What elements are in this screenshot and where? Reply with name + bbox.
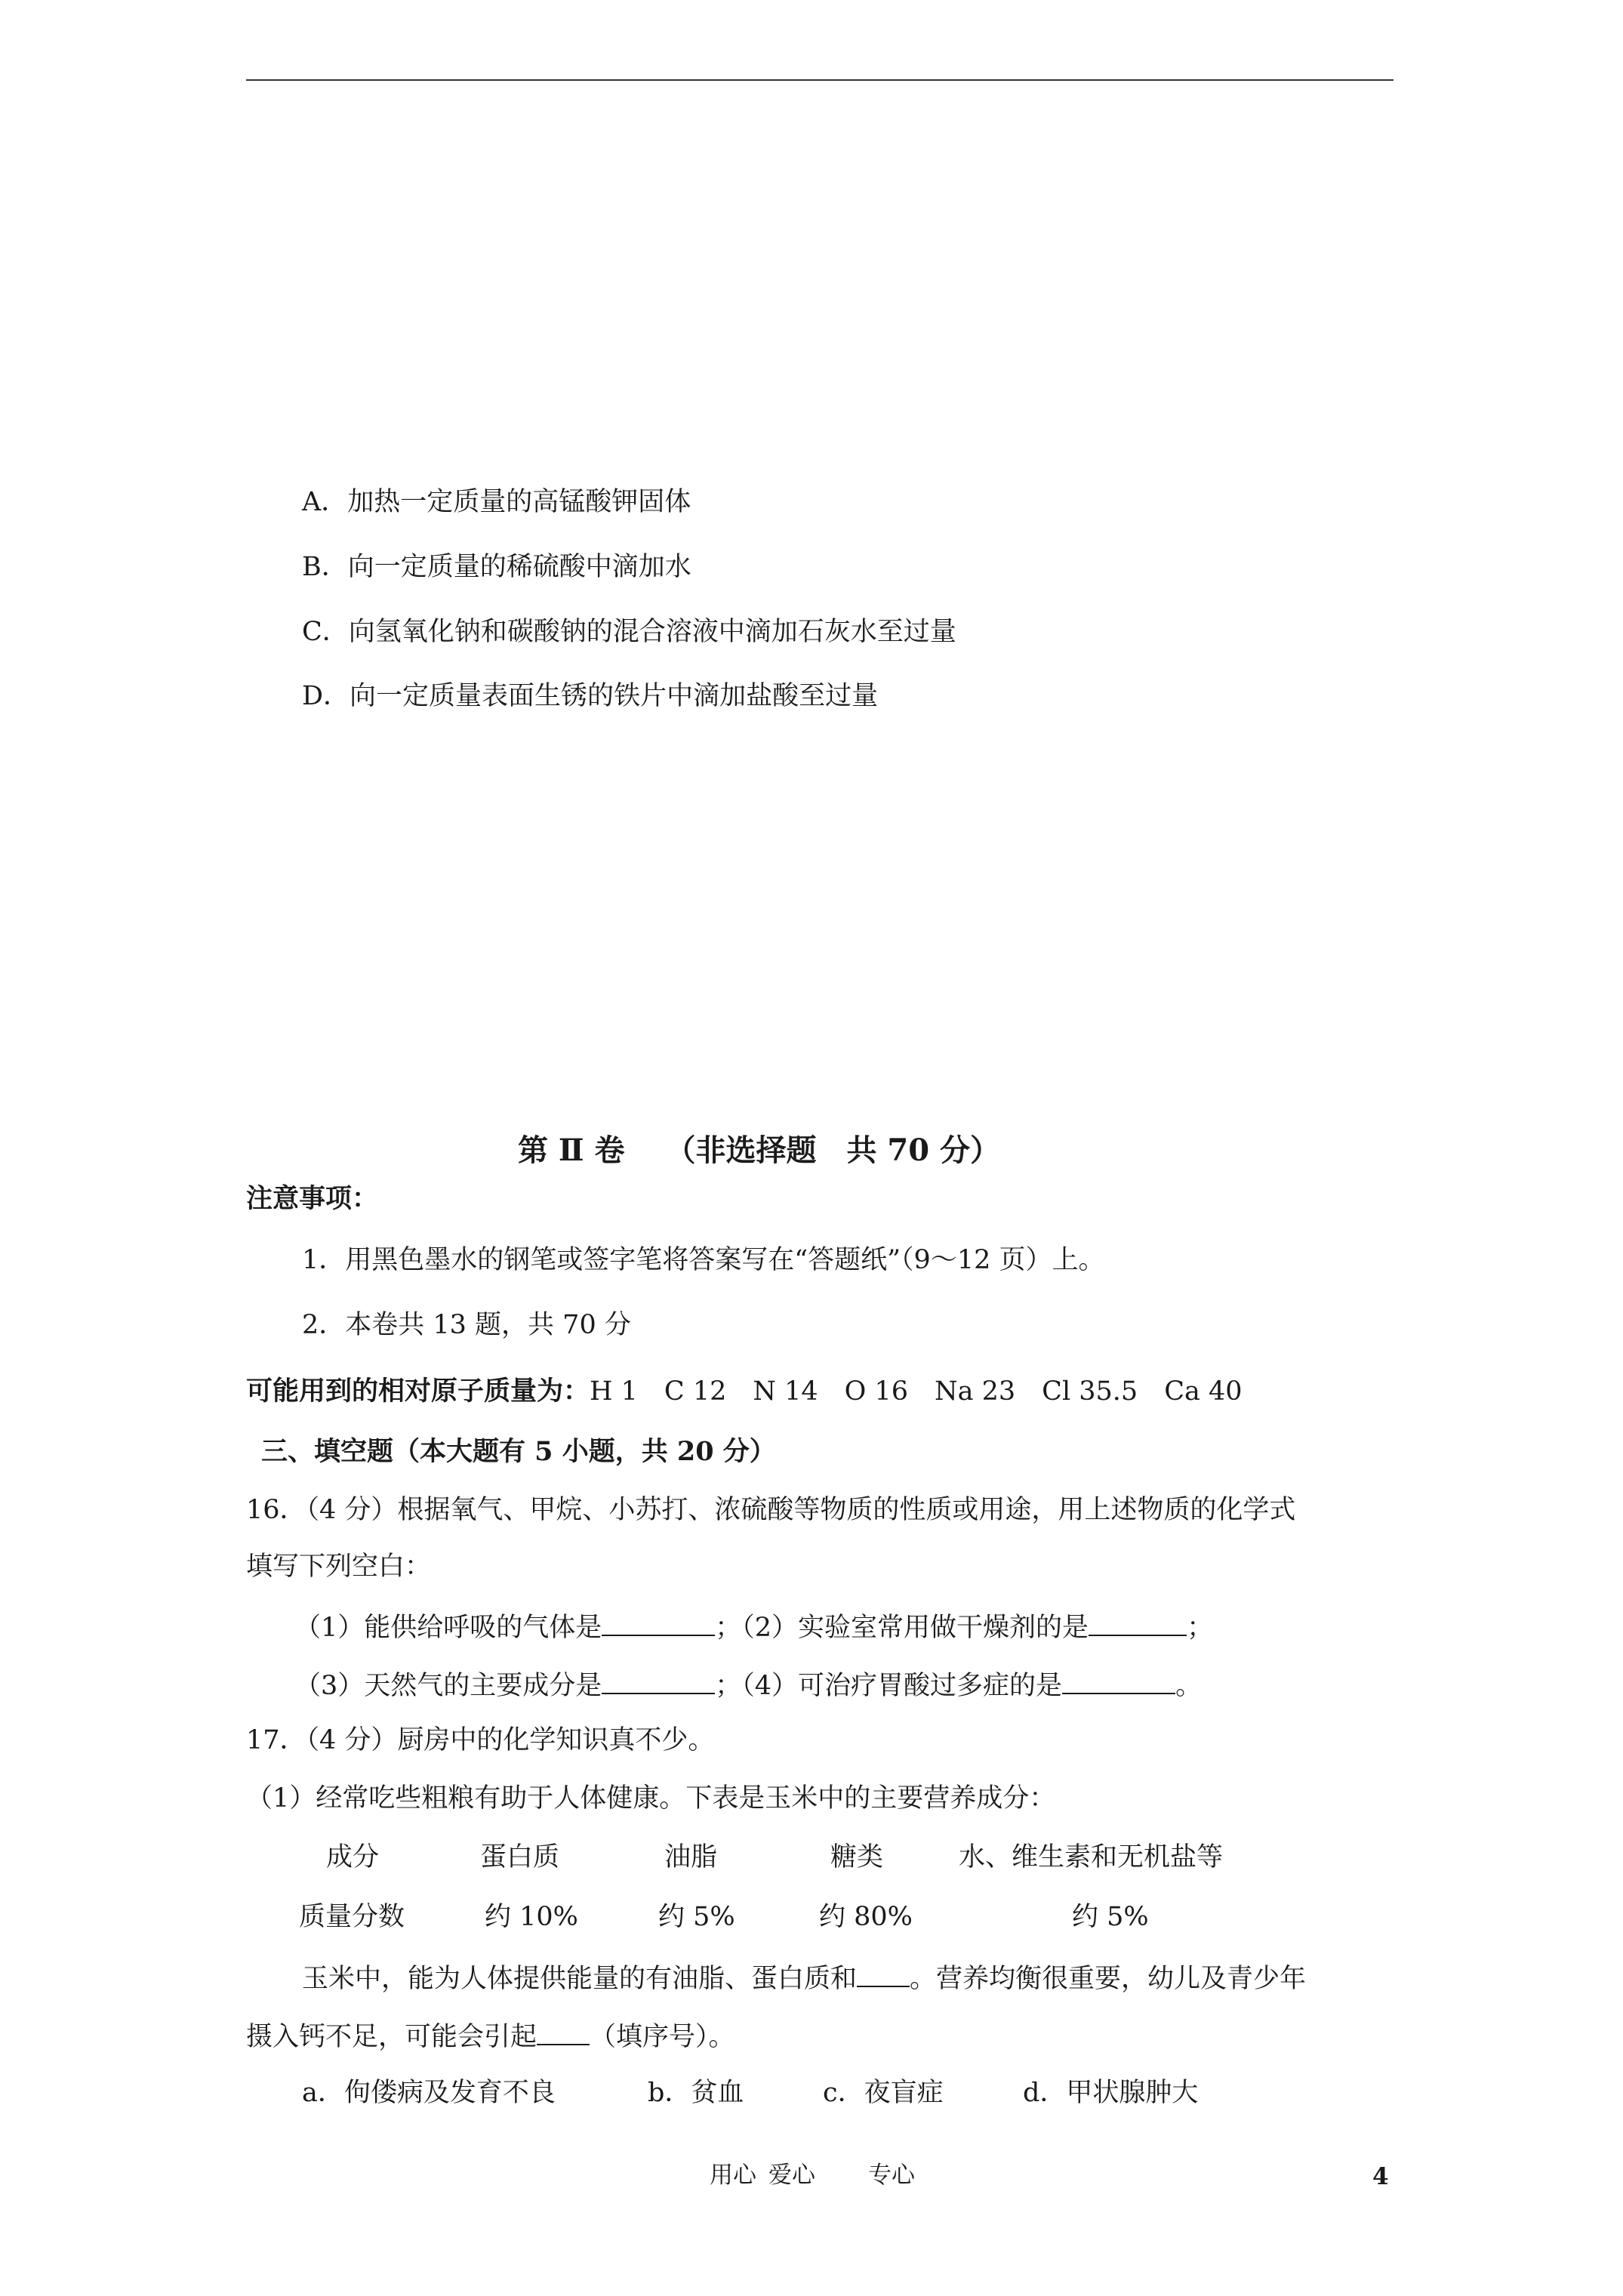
q16-blank-2[interactable] [1089,1612,1187,1636]
table-cell: 约 5% [1072,1902,1149,1932]
q17-blank2-prompt: 摄入钙不足，可能会引起 [246,2022,537,2052]
table-header-cell: 成分 [326,1842,380,1872]
atomic-mass-values: H 1 C 12 N 14 O 16 Na 23 Cl 35.5 Ca 40 [590,1376,1243,1407]
option-d: D．向一定质量表面生锈的铁片中滴加盐酸至过量 [302,681,879,711]
q16-blank-3[interactable] [602,1670,715,1694]
table-header-cell: 蛋白质 [480,1842,560,1872]
table-header-cell: 油脂 [664,1842,718,1872]
notice-1: 1．用黑色墨水的钢笔或签字笔将答案写在“答题纸”（9～12 页）上。 [302,1245,1105,1275]
q16-blank-1[interactable] [602,1612,715,1636]
option-c: C．向氢氧化钠和碳酸钠的混合溶液中滴加石灰水至过量 [302,617,956,647]
q16-blank3-prompt: （3）天然气的主要成分是 [294,1671,602,1701]
notice-2: 2．本卷共 13 题，共 70 分 [302,1310,631,1340]
table-cell: 约 80% [819,1902,913,1932]
q16-row2-end: 。 [1175,1671,1203,1701]
q16-row1-end: ； [1187,1613,1214,1643]
table-header-cell: 水、维生素和无机盐等 [959,1842,1224,1872]
q17-stem: 17．（4 分）厨房中的化学知识真不少。 [246,1725,715,1755]
q17-blank1-prompt: 玉米中，能为人体提供能量的有油脂、蛋白质和 [302,1964,858,1994]
notice-label: 注意事项： [246,1183,379,1214]
q17-choice-d: d．甲状腺肿大 [1023,2078,1199,2108]
q16-blank1-prompt: （1）能供给呼吸的气体是 [294,1613,602,1643]
footer-motto-3: 专心 [868,2162,915,2189]
table-cell: 约 10% [485,1902,578,1932]
q17-choice-b: b．贫血 [648,2078,744,2108]
table-header-cell: 糖类 [830,1842,884,1872]
table-cell: 约 5% [658,1902,735,1932]
q17-text2-tail: （填序号）。 [590,2022,735,2052]
atomic-mass-line [246,1378,1243,1405]
footer-motto-1: 用心 [710,2162,756,2189]
q16-blank2-prompt: ；（2）实验室常用做干燥剂的是 [715,1613,1089,1643]
q17-choice-a: a．佝偻病及发育不良 [302,2078,556,2108]
option-a: A．加热一定质量的高锰酸钾固体 [302,487,691,517]
q17-text1-tail: 。营养均衡很重要，幼儿及青少年 [910,1964,1307,1994]
q16-blank-4[interactable] [1062,1670,1175,1694]
q17-sub1: （1）经常吃些粗粮有助于人体健康。下表是玉米中的主要营养成分： [246,1783,1056,1814]
atomic-mass-label: 可能用到的相对原子质量为： [246,1376,590,1407]
q17-choice-c: c．夜盲症 [823,2078,944,2108]
table-cell: 质量分数 [299,1902,405,1932]
option-b: B．向一定质量的稀硫酸中滴加水 [302,552,691,582]
header-rule [246,79,1394,81]
q16-stem-line2: 填写下列空白： [246,1552,432,1582]
q16-blank4-prompt: ；（4）可治疗胃酸过多症的是 [715,1671,1063,1701]
q17-text-line1 [302,1963,1306,1992]
q17-text-line2 [246,2021,735,2051]
q17-blank-1[interactable] [857,1963,910,1987]
q16-row1 [294,1612,1213,1641]
page-number: 4 [1372,2163,1389,2190]
q17-blank-2[interactable] [537,2021,590,2045]
section-title: 第 Ⅱ 卷 （非选择题 共 70 分） [518,1133,1001,1168]
part3-title: 三、填空题（本大题有 5 小题，共 20 分） [261,1436,776,1467]
q16-stem-line1: 16．（4 分）根据氧气、甲烷、小苏打、浓硫酸等物质的性质或用途，用上述物质的化学式 [246,1495,1296,1525]
q16-row2 [294,1670,1202,1700]
footer-motto-2: 爱心 [768,2162,815,2189]
